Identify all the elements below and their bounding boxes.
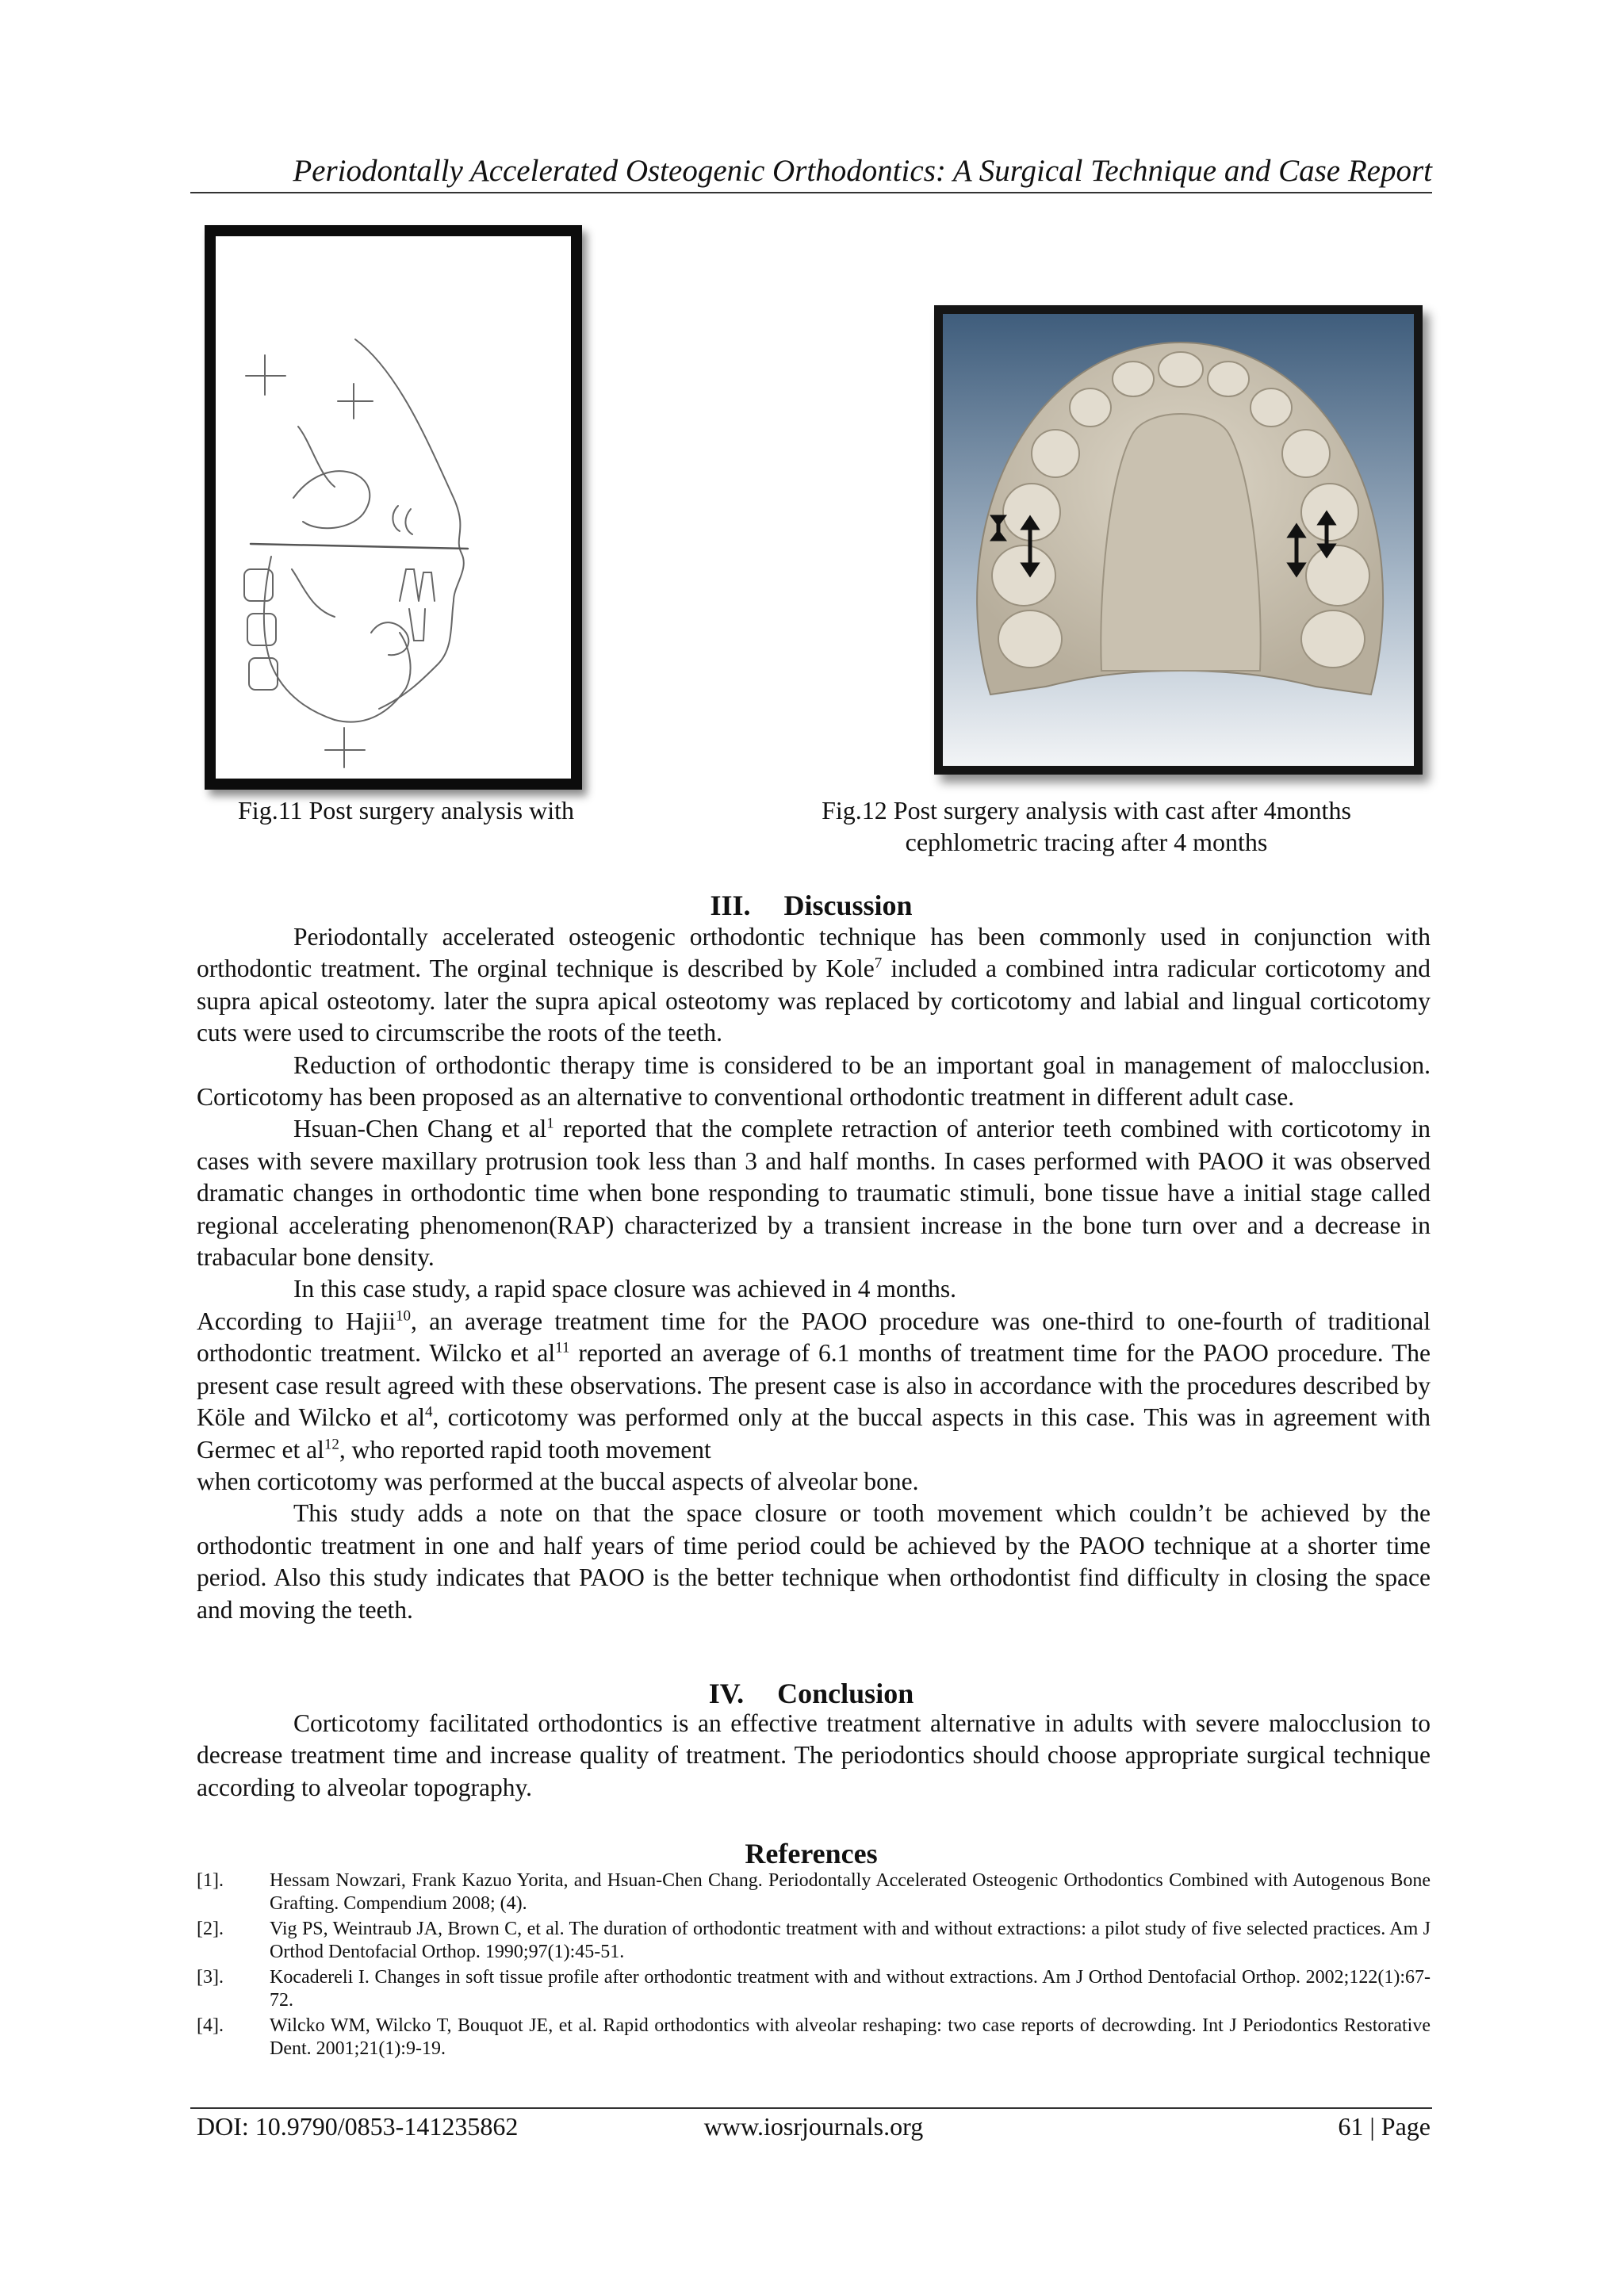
fig12-caption-line1: Fig.12 Post surgery analysis with cast after 4months [822, 796, 1351, 825]
footer-rule [190, 2107, 1432, 2109]
discussion-title: Discussion [783, 890, 913, 921]
fig12-caption [769, 794, 1404, 858]
vertebra-3 [249, 658, 278, 690]
citation-ref: 11 [555, 1339, 570, 1357]
discussion-paragraph-5: According to Hajii$^{10}$, an average treatment time for the PAOO procedure was one-third to one-fourth of traditional orthodontic treatment. Wilcko et $al^{11}$ reported an average of 6.1 months of treatment time for the PAOO procedure. The present case result agreed with these observations. The present case is also in accordance with the procedures described by Köle and Wilcko et $al^4$, corticotomy was performed only at the buccal aspects in this case. This was in agreement with Germec et $al^{12}$, who reported rapid tooth movement [197, 1307, 1431, 1464]
discussion-paragraph-6: when corticotomy was performed at the buccal aspects of alveolar bone. [197, 1467, 919, 1495]
fig11-cephalometric-tracing [205, 225, 582, 790]
footer-page-number: 61 | Page [1338, 2112, 1431, 2141]
teeth-outline [400, 569, 435, 641]
discussion-number: III. [710, 890, 751, 921]
running-header: Periodontally Accelerated Osteogenic Orthodontics: A Surgical Technique and Case Report [293, 154, 1432, 188]
tracing-drawing [216, 236, 571, 779]
cranial-lines [292, 427, 335, 617]
discussion-paragraph-4: In this case study, a rapid space closure was achieved in 4 months. [293, 1275, 956, 1303]
reference-item: [1]. Hessam Nowzari, Frank Kazuo Yorita, and Hsuan-Chen Chang. Periodontally Accelerated Osteogenic Orthodontics Combined with Autogenous Bone Grafting. Compendium 2008; (4). [197, 1870, 1431, 1914]
discussion-heading [190, 888, 1432, 923]
reference-item: [2]. Vig PS, Weintraub JA, Brown C, et al. The duration of orthodontic treatment with and without extractions: a pilot study of five selected practices. Am J Orthod Dentofacial Orthop. 1990;97(1):45-51. [197, 1919, 1431, 1962]
footer-doi: DOI: 10.9790/0853-141235862 [197, 2112, 519, 2141]
discussion-paragraph-2: Reduction of orthodontic therapy time is considered to be an important goal in management of malocclusion. Corticotomy has been proposed as an alternative to conventional orthodontic treatment in different adult case. [197, 1050, 1431, 1112]
discussion-paragraph-7: This study adds a note on that the space closure or tooth movement which couldn’t be achieved by the orthodontic treatment in one and half years of time period could be achieved by the PAOO technique at a shorter time period. Also this study indicates that PAOO is the better technique when orthodontist find difficulty in closing the space and moving the teeth. [197, 1499, 1431, 1624]
conclusion-heading [190, 1676, 1432, 1711]
orbit-curves [393, 506, 412, 534]
discussion-paragraph-3: Hsuan-Chen Chang et $al^1$ reported that the complete retraction of anterior teeth combined with corticotomy in cases with severe maxillary protrusion took less than 3 and half months. In cases performed with PAOO it was observed dramatic changes in orthodontic time when bone responding to traumatic stimuli, bone tissue have a initial stage called regional accelerating phenomenon(RAP) characterized by a transient increase in the bone turn over and a decrease in trabacular bone density. [197, 1115, 1431, 1272]
registration-cross-2 [338, 384, 373, 419]
orbit-outline [293, 471, 370, 528]
reference-line [251, 544, 468, 549]
citation-ref: 10 [396, 1307, 411, 1325]
header-rule [190, 192, 1432, 193]
conclusion-paragraph: Corticotomy facilitated orthodontics is an effective treatment alternative in adults with severe malocclusion to decrease treatment time and increase quality of treatment. The periodontics should choose appropriate surgical technique according to alveolar topography. [197, 1709, 1431, 1801]
registration-cross-3 [325, 728, 365, 767]
palate [1101, 414, 1260, 671]
conclusion-number: IV. [708, 1678, 745, 1709]
citation-ref: 4 [424, 1403, 433, 1421]
discussion-paragraph-1: Periodontally accelerated osteogenic orthodontic technique has been commonly used in conjunction with orthodontic treatment. The orginal technique is described by Kole$^7$ included a combined intra radicular corticotomy and supra apical osteotomy. later the supra apical osteotomy was replaced by corticotomy and labial and lingual corticotomy cuts were used to circumscribe the roots of the teeth. [197, 923, 1431, 1047]
conclusion-title: Conclusion [777, 1678, 914, 1709]
vertebra-2 [247, 614, 276, 645]
reference-item: [4]. Wilcko WM, Wilcko T, Bouquot JE, et al. Rapid orthodontics with alveolar reshaping: two case reports of decrowding. Int J Periodontics Restorative Dent. 2001;21(1):9-19. [197, 2015, 1431, 2059]
reference-item: [3]. Kocadereli I. Changes in soft tissue profile after orthodontic treatment with and without extractions. Am J Orthod Dentofacial Orthop. 2002;122(1):67-72. [197, 1967, 1431, 2011]
discussion-body [197, 921, 1431, 1626]
mandible-body [335, 633, 411, 722]
registration-cross-1 [246, 355, 285, 395]
fig12-caption-line2: cephlometric tracing after 4 months [905, 828, 1268, 856]
citation-ref: 7 [874, 955, 883, 972]
references-list [197, 1869, 1431, 2063]
citation-ref: 1 [546, 1115, 554, 1132]
fig11-caption: Fig.11 Post surgery analysis with [238, 796, 575, 825]
fig12-dental-cast [934, 305, 1423, 775]
cast-photo [943, 314, 1414, 766]
references-heading: References [745, 1838, 878, 1869]
conclusion-body [197, 1708, 1431, 1804]
footer-site-link[interactable]: www.iosrjournals.org [703, 2112, 924, 2141]
citation-ref: 12 [324, 1436, 339, 1452]
